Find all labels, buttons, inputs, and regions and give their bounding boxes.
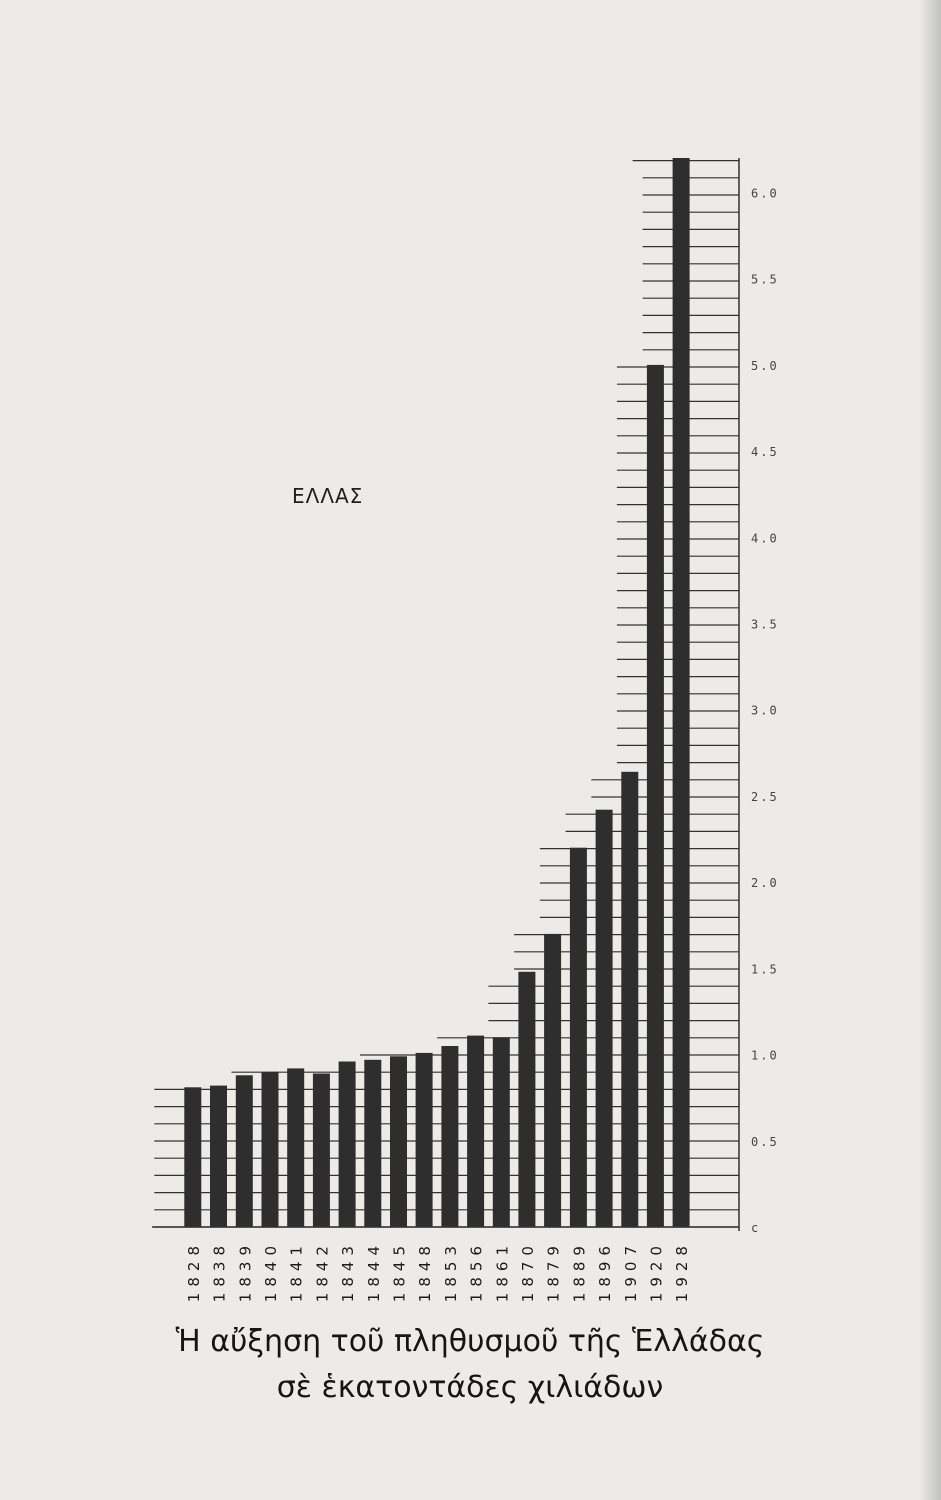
y-tick-label: 5.5 [751, 272, 779, 287]
bar-1889 [570, 848, 587, 1227]
x-tick-label-1896: 1896 [596, 1240, 615, 1303]
x-tick-label-1928: 1928 [673, 1240, 692, 1303]
bar-1844 [364, 1060, 381, 1227]
y-tick-label: c [751, 1221, 761, 1235]
bar-1838 [210, 1086, 227, 1227]
x-tick-label-1841: 1841 [287, 1240, 306, 1303]
y-tick-label: 1.5 [751, 962, 779, 977]
bar-1828 [184, 1087, 201, 1227]
x-tick-label-1853: 1853 [441, 1240, 460, 1303]
x-tick-label-1861: 1861 [493, 1240, 512, 1303]
x-tick-label-1838: 1838 [210, 1240, 229, 1303]
bar-1843 [339, 1062, 356, 1228]
y-tick-label: 3.0 [751, 703, 779, 718]
bar-1840 [262, 1072, 279, 1227]
y-tick-label: 6.0 [751, 186, 779, 201]
bar-1841 [287, 1068, 304, 1227]
bar-1920 [647, 365, 664, 1227]
x-tick-label-1828: 1828 [184, 1240, 203, 1303]
bars [184, 158, 689, 1227]
x-tick-label-1844: 1844 [364, 1240, 383, 1303]
y-tick-labels [751, 187, 779, 1236]
y-tick-label: 0.5 [751, 1134, 779, 1149]
chart-title: Ἡ αὔξηση τοῦ πληθυσμοῦ τῆς Ἑλλάδας [175, 1324, 765, 1359]
x-tick-label-1842: 1842 [313, 1240, 332, 1303]
x-tick-label-1889: 1889 [570, 1240, 589, 1303]
bar-1848 [416, 1053, 433, 1227]
x-tick-label-1848: 1848 [416, 1240, 435, 1303]
bar-1842 [313, 1074, 330, 1228]
bar-1879 [544, 934, 561, 1227]
bar-1853 [441, 1046, 458, 1227]
x-tick-label-1856: 1856 [467, 1240, 486, 1303]
y-tick-label: 4.0 [751, 531, 779, 546]
y-tick-label: 2.0 [751, 876, 779, 891]
chart-subtitle: σὲ ἑκατοντάδες χιλιάδων [276, 1370, 664, 1405]
y-tick-label: 2.5 [751, 790, 779, 804]
bar-1861 [493, 1037, 510, 1227]
x-tick-label-1870: 1870 [518, 1240, 537, 1303]
x-tick-label-1845: 1845 [390, 1240, 409, 1303]
y-tick-label: 4.5 [751, 445, 779, 460]
y-tick-label: 1.0 [751, 1048, 779, 1063]
bar-1928 [673, 158, 690, 1227]
x-tick-label-1920: 1920 [647, 1240, 666, 1303]
x-tick-label-1839: 1839 [236, 1240, 255, 1303]
y-tick-label: 5.0 [751, 358, 779, 373]
y-tick-label: 3.5 [751, 617, 779, 632]
bar-1870 [518, 972, 535, 1227]
bar-1907 [621, 772, 638, 1227]
bar-1845 [390, 1056, 407, 1227]
x-tick-label-1840: 1840 [262, 1240, 280, 1303]
bar-1856 [467, 1036, 484, 1227]
page-edge-shadow [919, 0, 941, 1500]
x-tick-label-1879: 1879 [544, 1240, 563, 1303]
bar-1896 [596, 810, 613, 1227]
country-label: ΕΛΛΑΣ [292, 484, 364, 508]
x-tick-label-1907: 1907 [621, 1240, 640, 1303]
x-tick-labels [185, 1240, 691, 1302]
bar-1839 [236, 1075, 253, 1227]
x-tick-label-1843: 1843 [339, 1240, 358, 1303]
